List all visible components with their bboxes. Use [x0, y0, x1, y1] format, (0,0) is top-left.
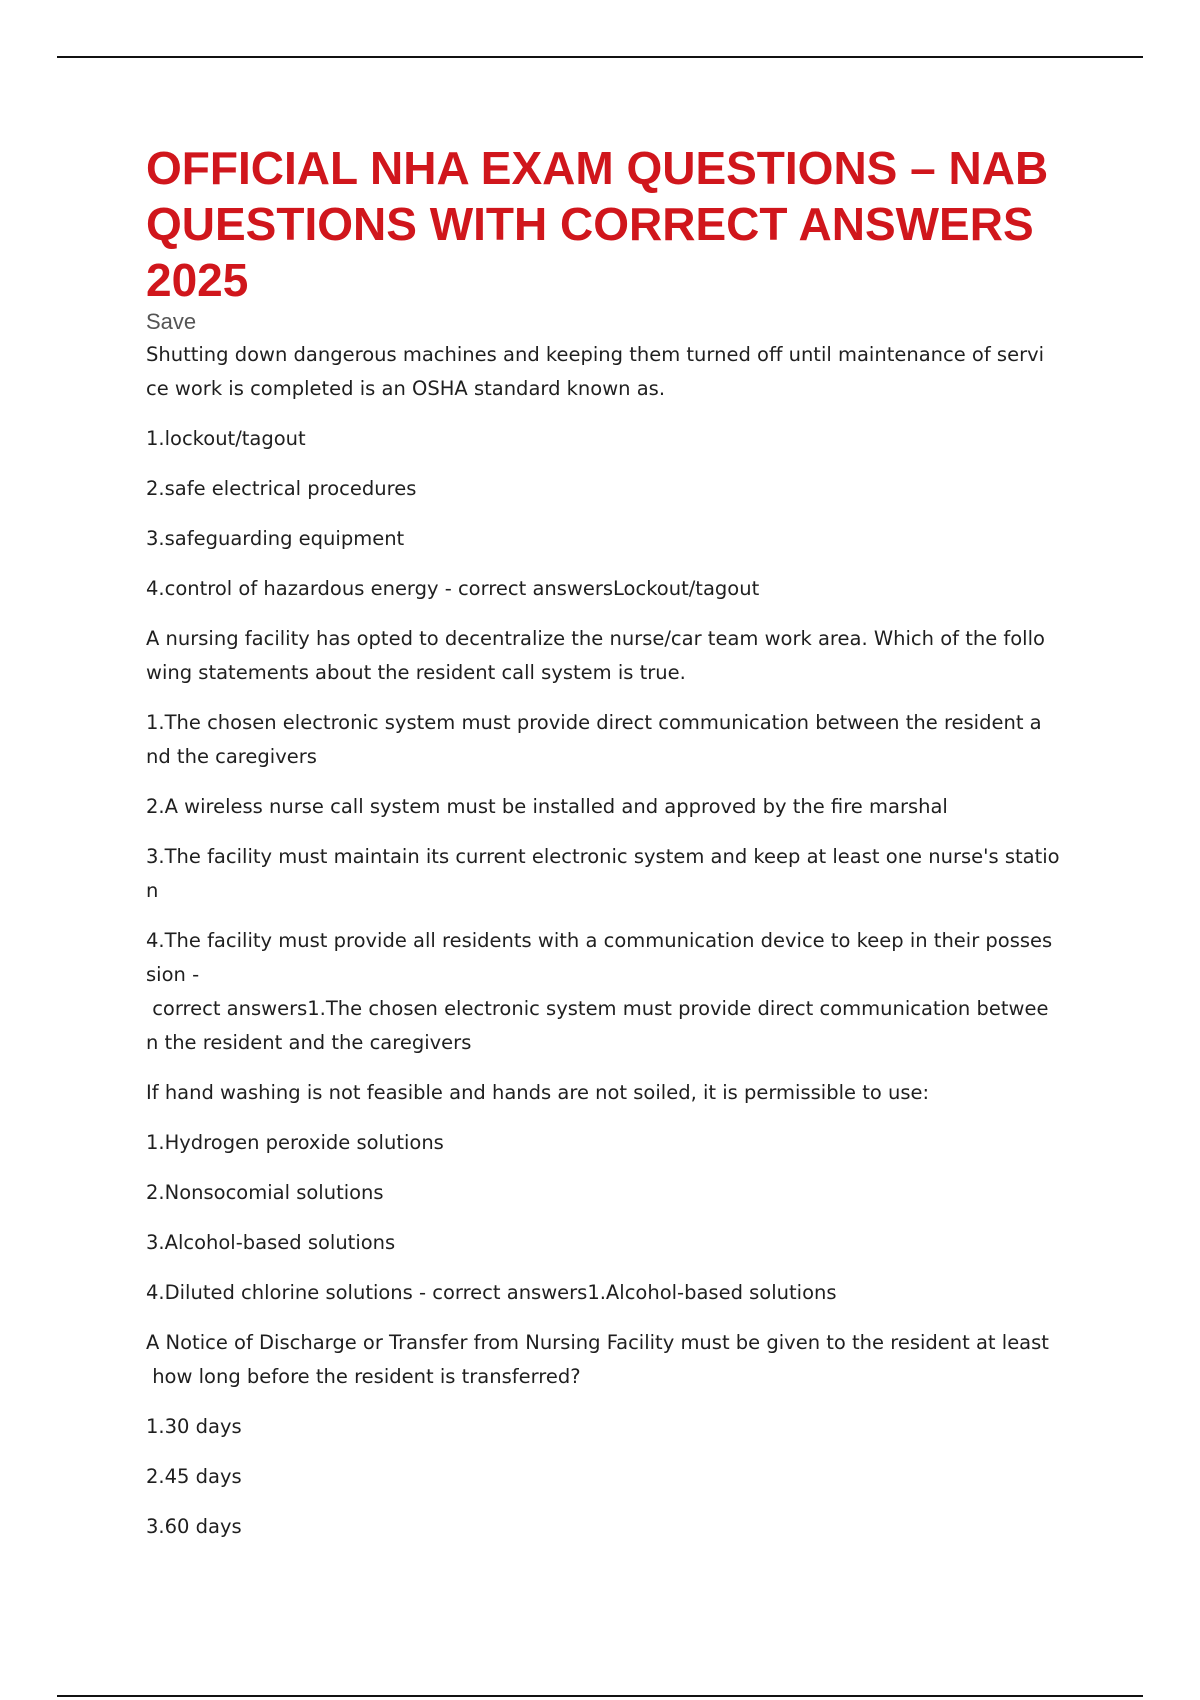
question-3-option-3: 3.Alcohol-based solutions [146, 1231, 396, 1254]
question-2-answer: correct answers1.The chosen electronic system must provide direct communication betwee n the resident and the caregivers [146, 997, 1049, 1054]
question-2-text: A nursing facility has opted to decentralize the nurse/car team work area. Which of the follo wing statements about the resident call system is true. [146, 627, 1045, 684]
save-link[interactable]: Save [146, 309, 197, 334]
question-3-option-1: 1.Hydrogen peroxide solutions [146, 1131, 444, 1154]
question-2-option-3: 3.The facility must maintain its current electronic system and keep at least one nurse's statio n [146, 845, 1060, 902]
question-4-option-2: 2.45 days [146, 1465, 242, 1488]
question-2-option-1: 1.The chosen electronic system must provide direct communication between the resident a nd the caregivers [146, 711, 1042, 768]
top-divider [57, 56, 1143, 58]
question-2-option-4: 4.The facility must provide all residents with a communication device to keep in their posses sion - [146, 929, 1053, 986]
question-3-option-2: 2.Nonsocomial solutions [146, 1181, 384, 1204]
question-4-text: A Notice of Discharge or Transfer from Nursing Facility must be given to the resident at least how long before the resident is transferred? [146, 1331, 1049, 1388]
question-3-text: If hand washing is not feasible and hands are not soiled, it is permissible to use: [146, 1081, 930, 1104]
question-2-option-2: 2.A wireless nurse call system must be installed and approved by the fire marshal [146, 795, 948, 818]
question-1-option-1: 1.lockout/tagout [146, 427, 306, 450]
question-1-option-3: 3.safeguarding equipment [146, 527, 405, 550]
question-4-option-3: 3.60 days [146, 1515, 242, 1538]
document-body [146, 140, 1066, 1560]
bottom-divider [57, 1695, 1143, 1697]
document-title: OFFICIAL NHA EXAM QUESTIONS – NAB QUESTIONS WITH CORRECT ANSWERS 2025 [146, 142, 1049, 306]
question-4-option-1: 1.30 days [146, 1415, 242, 1438]
question-1-option-2: 2.safe electrical procedures [146, 477, 417, 500]
question-3-option-4-answer: 4.Diluted chlorine solutions - correct answers1.Alcohol-based solutions [146, 1281, 837, 1304]
question-1-text: Shutting down dangerous machines and keeping them turned off until maintenance of servi ce work is completed is an OSHA standard known as. [146, 343, 1045, 400]
question-1-option-4-answer: 4.control of hazardous energy - correct answersLockout/tagout [146, 577, 760, 600]
